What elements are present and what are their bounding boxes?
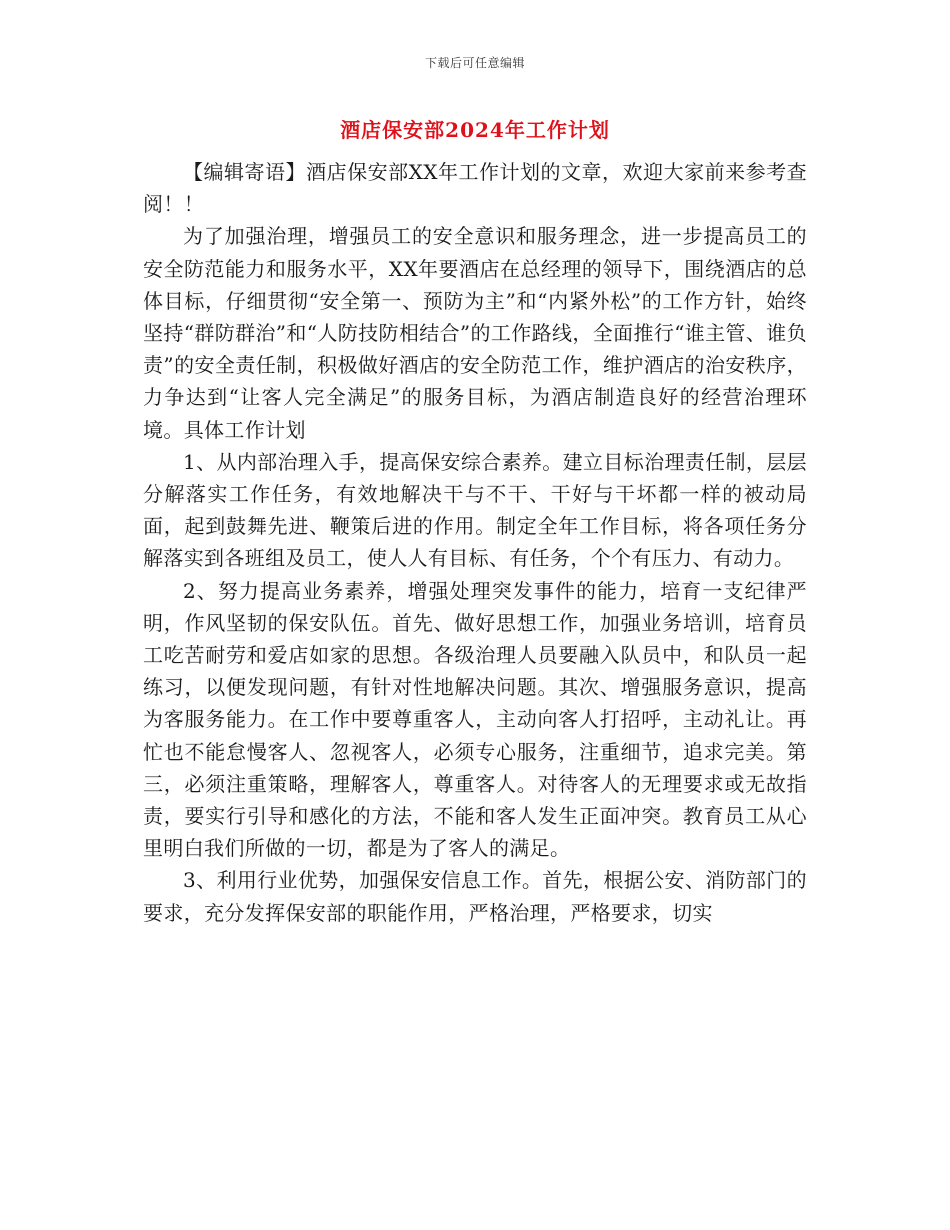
editor-note-paragraph: 【编辑寄语】酒店保安部XX年工作计划的文章，欢迎大家前来参考查阅！！ <box>143 160 807 217</box>
plan-item-2-paragraph: 2、努力提高业务素养，增强处理突发事件的能力，培育一支纪律严明，作风坚韧的保安队伍。首先、做好思想工作，加强业务培训，培育员工吃苦耐劳和爱店如家的思想。各级治理人员要融入队员中，和队员一起练习，以便发现问题，有针对性地解决问题。其次、增强服务意识，提高为客服务能力。在工作中要尊重客人，主动向客人打招呼，主动礼让。再忙也不能怠慢客人、忽视客人，必须专心服务，注重细节，追求完美。第三，必须注重策略，理解客人，尊重客人。对待客人的无理要求或无故指责，要实行引导和感化的方法，不能和客人发生正面冲突。教育员工从心里明白我们所做的一切，都是为了客人的满足。 <box>143 578 807 861</box>
intro-paragraph: 为了加强治理，增强员工的安全意识和服务理念，进一步提高员工的安全防范能力和服务水平，XX年要酒店在总经理的领导下，围绕酒店的总体目标，仔细贯彻“安全第一、预防为主”和“内紧外松”的工作方针，始终坚持“群防群治”和“人防技防相结合”的工作路线，全面推行“谁主管、谁负责”的安全责任制，积极做好酒店的安全防范工作，维护酒店的治安秩序，力争达到“让客人完全满足”的服务目标，为酒店制造良好的经营治理环境。具体工作计划 <box>143 224 807 442</box>
plan-item-1-paragraph: 1、从内部治理入手，提高保安综合素养。建立目标治理责任制，层层分解落实工作任务，有效地解决干与不干、干好与干坏都一样的被动局面，起到鼓舞先进、鞭策后进的作用。制定全年工作目标，将各项任务分解落实到各班组及员工，使人人有目标、有任务，个个有压力、有动力。 <box>143 449 807 571</box>
document-body <box>143 156 807 929</box>
page-header-note: 下载后可任意编辑 <box>424 56 525 70</box>
plan-item-3-paragraph: 3、利用行业优势，加强保安信息工作。首先，根据公安、消防部门的要求，充分发挥保安部的职能作用，严格治理，严格要求，切实 <box>143 868 807 925</box>
document-title: 酒店保安部2024年工作计划 <box>340 118 610 142</box>
